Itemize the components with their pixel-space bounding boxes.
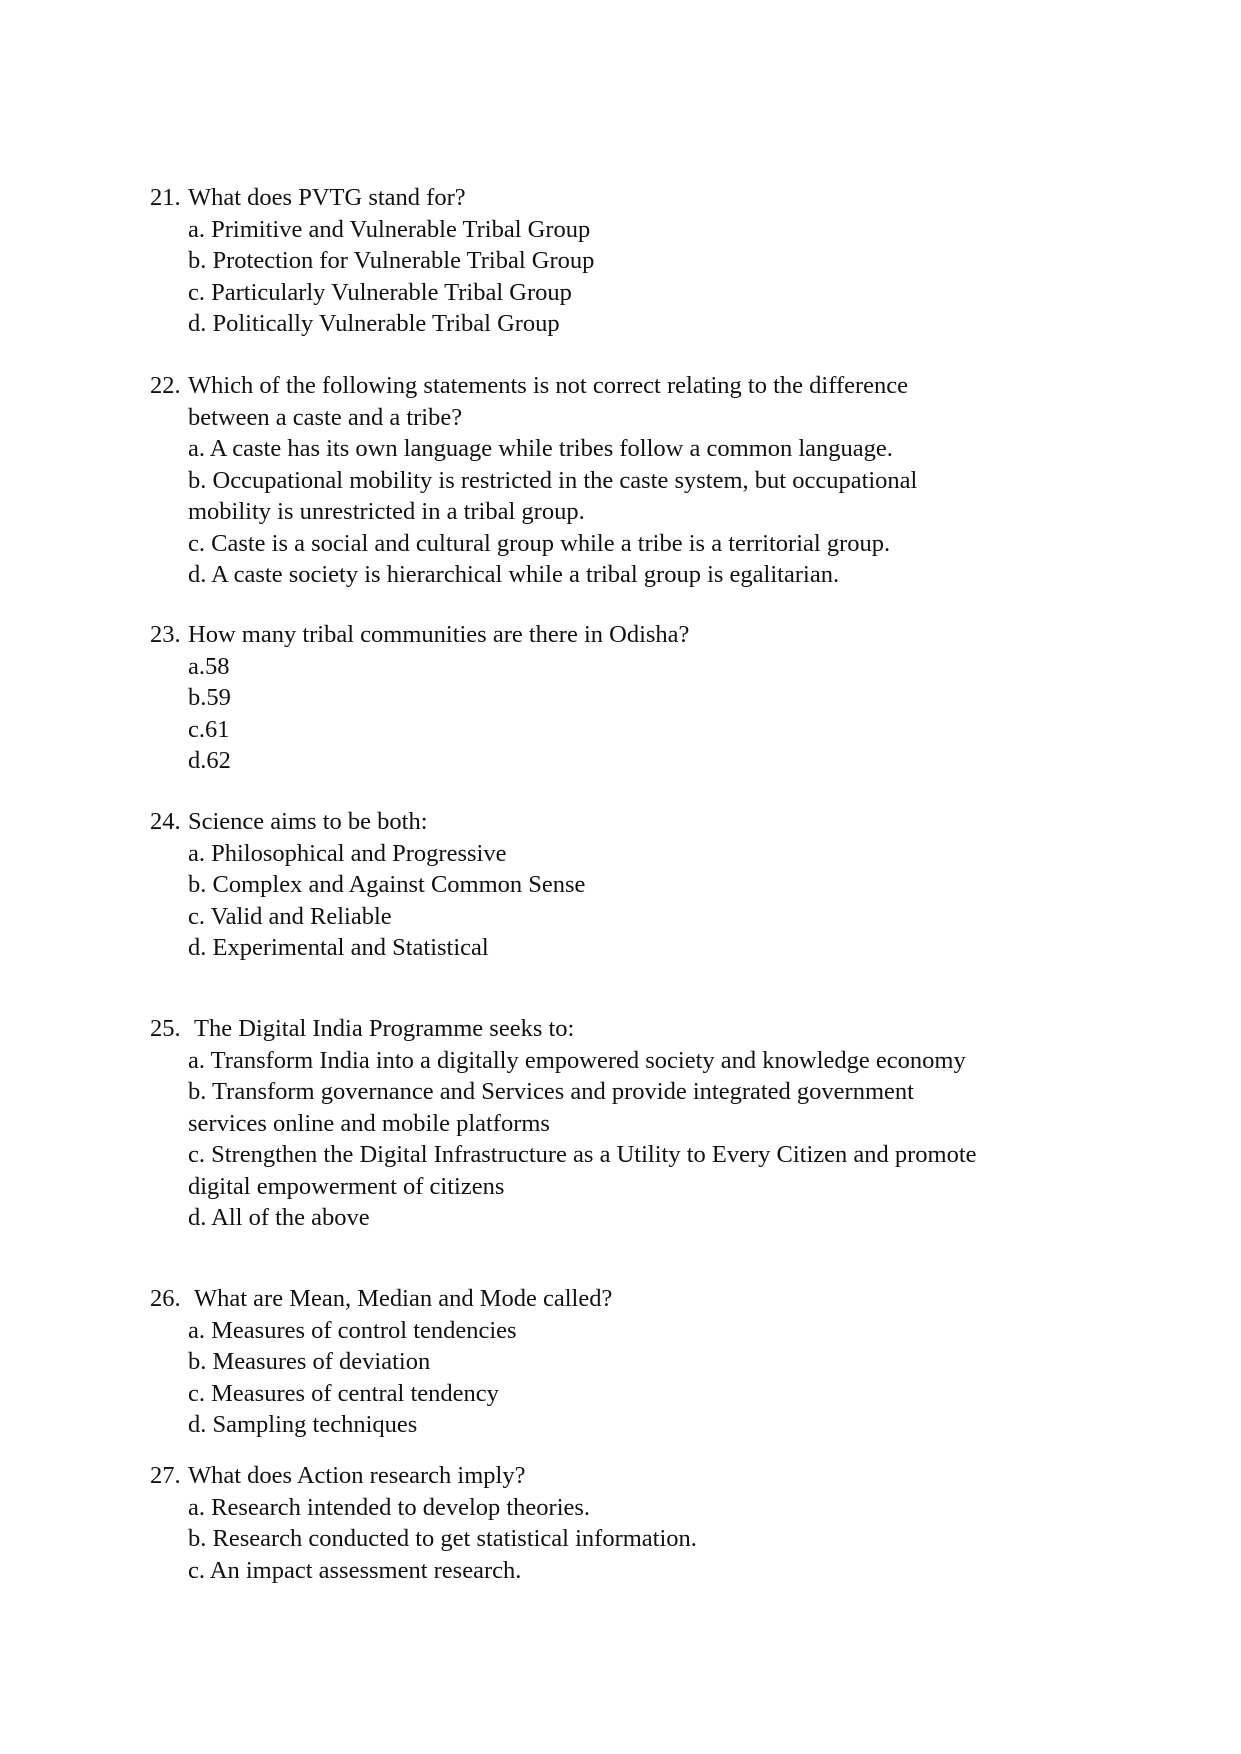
option-b: b. Measures of deviation [188,1348,431,1375]
question-26 [150,1283,1090,1441]
option-c: c. Valid and Reliable [188,902,392,930]
question-text: Which of the following statements is not correct relating to the difference [188,372,909,399]
question-25 [150,1013,1090,1234]
option-b: b. Research conducted to get statistical information. [188,1525,697,1552]
option-d: d. Sampling techniques [188,1411,418,1438]
option-c: c. Measures of central tendency [188,1379,499,1407]
question-text: Science aims to be both: [188,808,428,835]
option-a: a. Transform India into a digitally empowered society and knowledge economy [188,1046,966,1074]
option-c: c.61 [188,715,230,743]
question-text: What does Action research imply? [188,1462,526,1489]
option-b: b. Transform governance and Services and provide integrated government [188,1078,914,1105]
question-text: What are Mean, Median and Mode called? [194,1285,613,1312]
option-d: d. Politically Vulnerable Tribal Group [188,310,560,337]
option-c: c. Particularly Vulnerable Tribal Group [188,278,572,306]
question-number: 21. [150,184,181,211]
option-a: a. Philosophical and Progressive [188,839,507,867]
option-c: c. An impact assessment research. [188,1556,522,1584]
option-c-continued: digital empowerment of citizens [188,1172,505,1200]
option-a: a. A caste has its own language while tribes follow a common language. [188,435,893,462]
question-number: 26. [150,1285,181,1312]
option-d: d.62 [188,747,231,774]
option-a: a. Primitive and Vulnerable Tribal Group [188,215,591,243]
option-b-continued: mobility is unrestricted in a tribal group. [188,498,585,525]
option-d: d. A caste society is hierarchical while a tribal group is egalitarian. [188,561,840,588]
question-27 [150,1460,1090,1586]
question-23 [150,619,1090,777]
option-b-continued: services online and mobile platforms [188,1109,550,1137]
option-d: d. Experimental and Statistical [188,934,489,961]
option-b: b. Complex and Against Common Sense [188,871,586,898]
option-a: a. Research intended to develop theories. [188,1493,591,1521]
question-text: How many tribal communities are there in Odisha? [188,621,690,648]
question-22 [150,370,1090,591]
option-b: b. Protection for Vulnerable Tribal Group [188,247,595,274]
question-text-continued: between a caste and a tribe? [188,403,463,431]
option-a: a. Measures of control tendencies [188,1316,517,1344]
option-a: a.58 [188,652,230,680]
question-number: 22. [150,372,181,399]
option-d: d. All of the above [188,1204,370,1231]
question-number: 23. [150,621,181,648]
question-text: What does PVTG stand for? [188,184,466,211]
option-b: b. Occupational mobility is restricted in the caste system, but occupational [188,466,918,494]
question-number: 27. [150,1462,181,1489]
option-c: c. Caste is a social and cultural group while a tribe is a territorial group. [188,529,891,557]
option-c: c. Strengthen the Digital Infrastructure as a Utility to Every Citizen and promote [188,1141,977,1168]
question-number: 25. [150,1015,181,1042]
question-number: 24. [150,808,181,835]
question-text: The Digital India Programme seeks to: [194,1015,575,1042]
question-24 [150,806,1090,964]
option-b: b.59 [188,684,231,711]
question-21 [150,182,1090,340]
